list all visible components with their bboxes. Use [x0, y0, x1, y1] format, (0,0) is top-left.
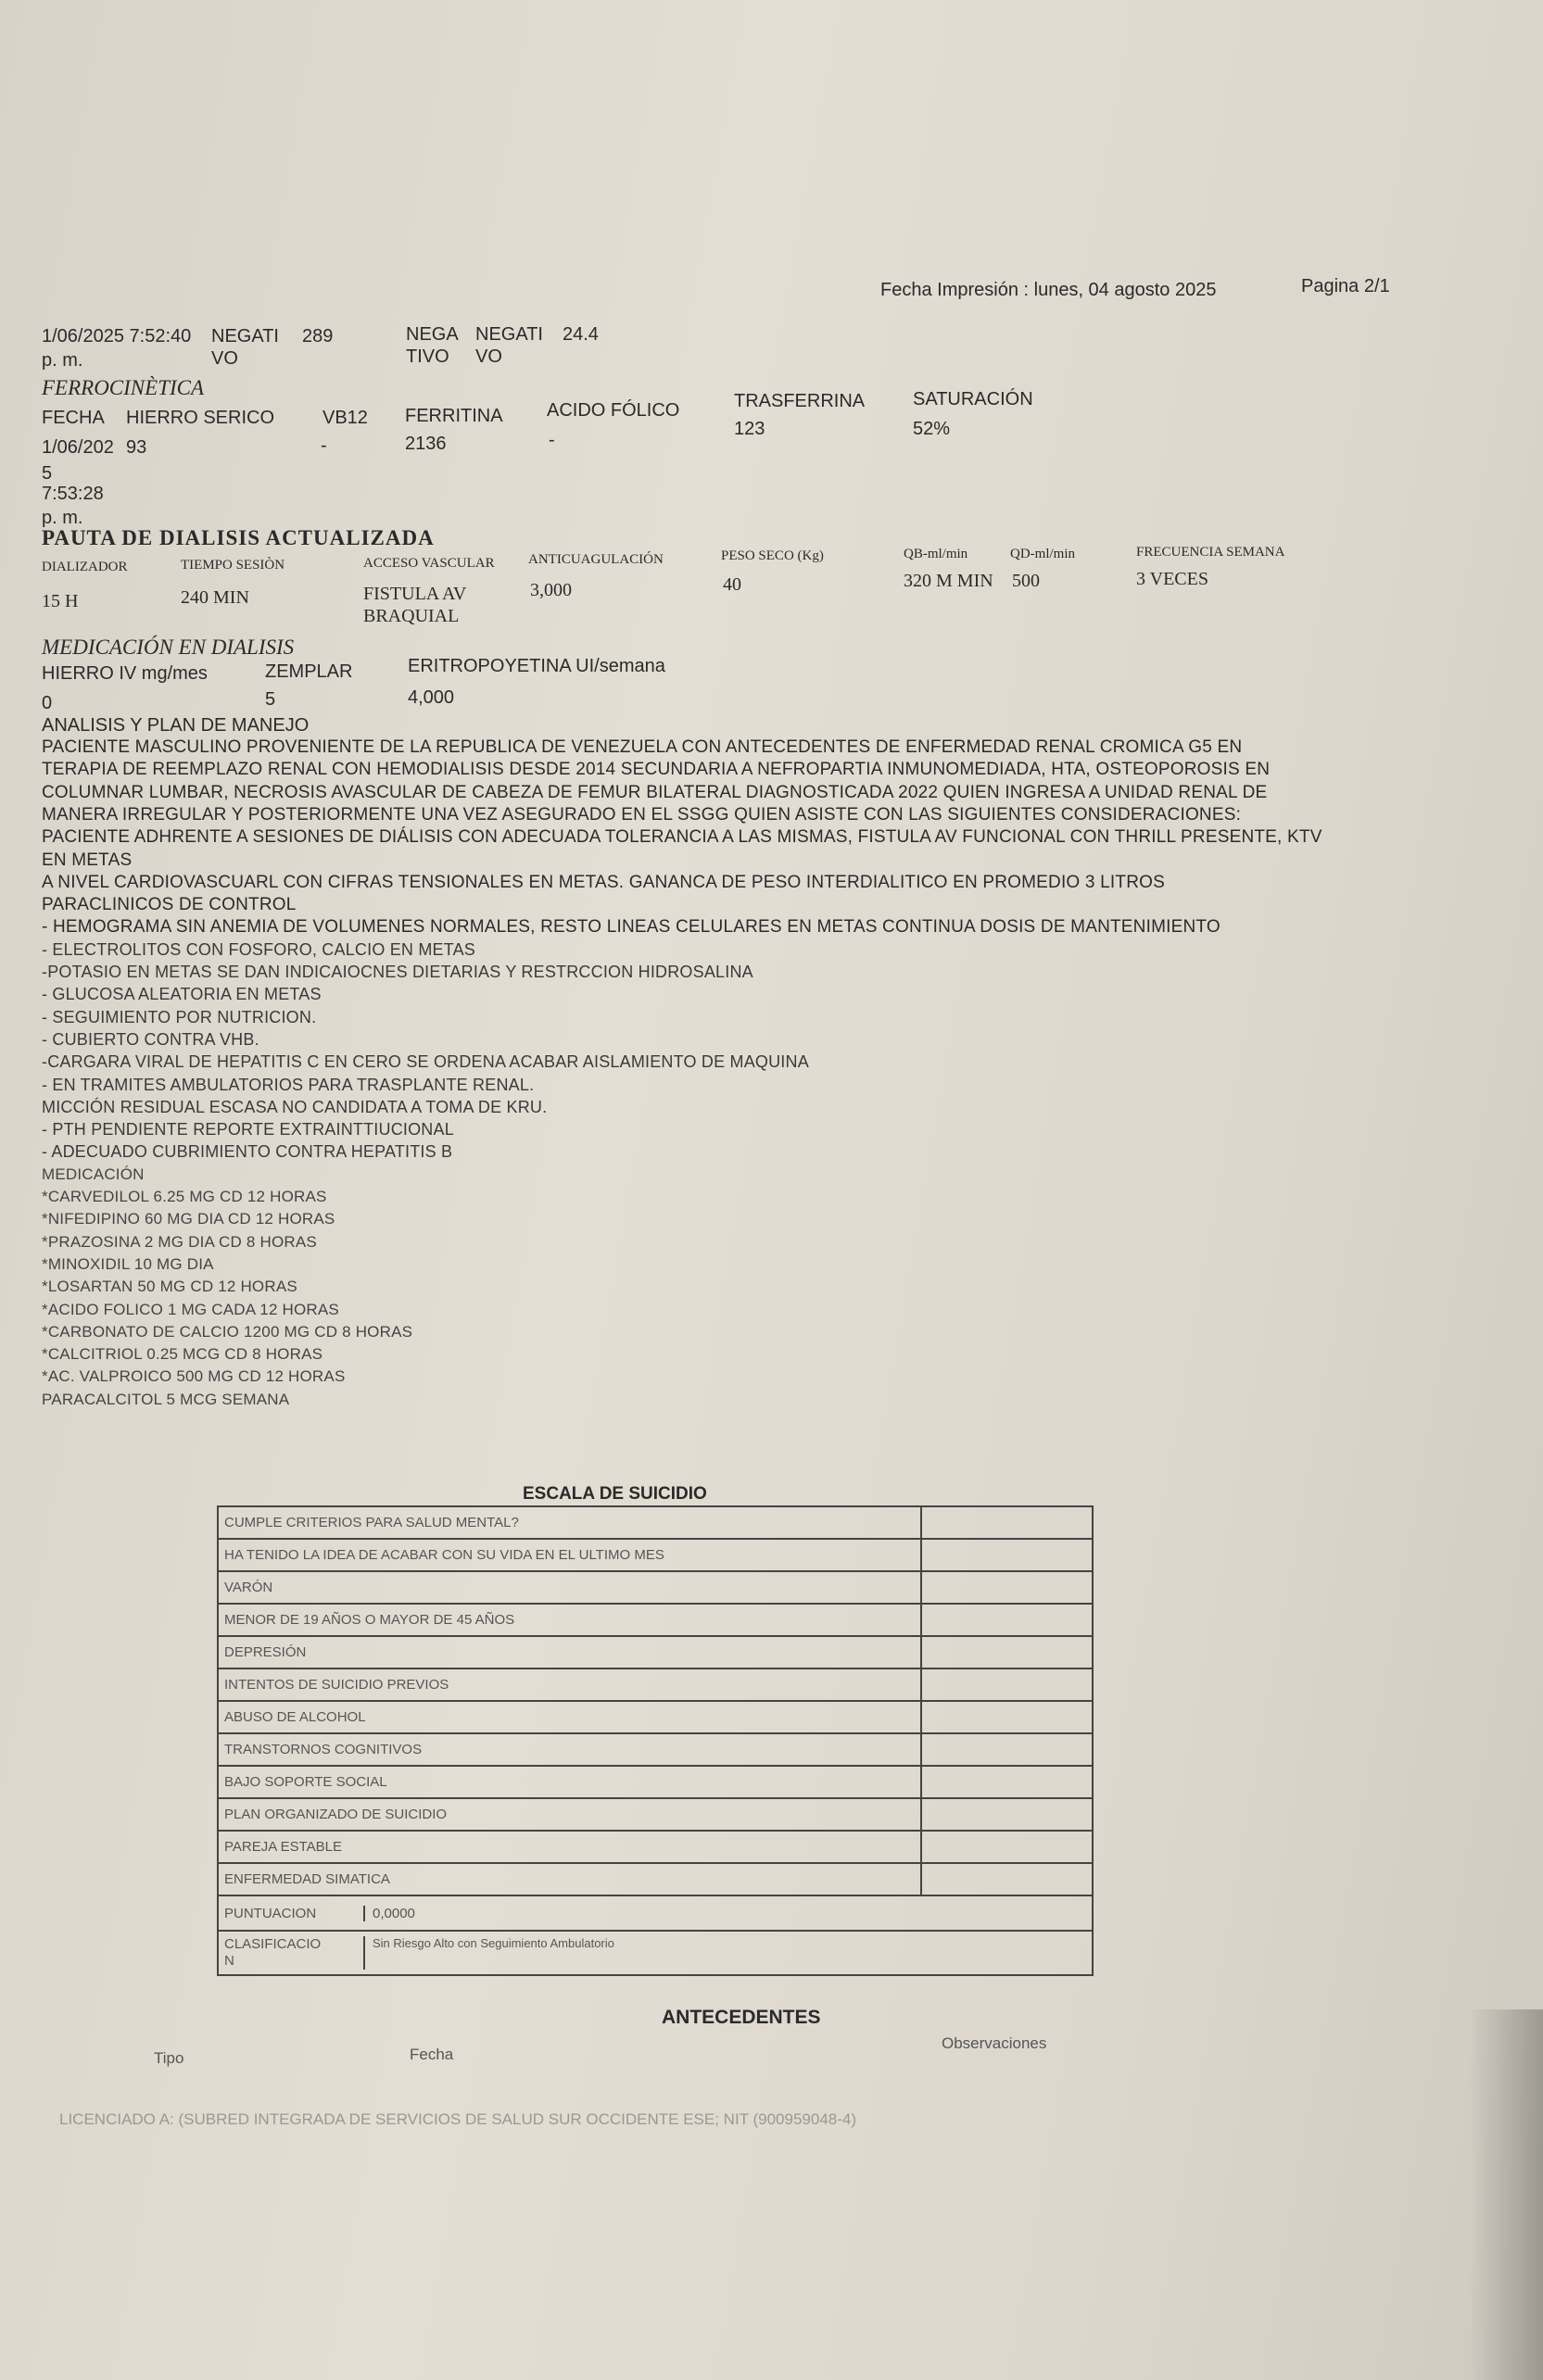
- puntuacion-label: PUNTUACION: [224, 1906, 365, 1921]
- analisis-line: MANERA IRREGULAR Y POSTERIORMENTE UNA VEZ ASEGURADO EN EL SSGG QUIEN ASISTE CON LAS SIGUIENTES CONSIDERACIONES:: [42, 804, 1242, 825]
- pauta-dializador-value: 15 H: [42, 591, 79, 611]
- pauta-header-frecuencia: FRECUENCIA SEMANA: [1136, 545, 1285, 560]
- pauta-header-anticoag: ANTICUAGULACIÓN: [528, 552, 664, 567]
- pauta-tiempo-value: 240 MIN: [181, 587, 249, 608]
- ferro-saturacion-value: 52%: [913, 419, 951, 439]
- antecedentes-observaciones-header: Observaciones: [942, 2034, 1047, 2052]
- puntuacion-value: 0,0000: [373, 1905, 415, 1921]
- scale-answer-cell: [921, 1669, 1093, 1701]
- ferro-header-trasferrina: TRASFERRINA: [734, 391, 866, 411]
- analisis-line: - SEGUIMIENTO POR NUTRICION.: [42, 1007, 317, 1026]
- scale-question: ENFERMEDAD SIMATICA: [218, 1863, 921, 1895]
- scale-row: [218, 1733, 1093, 1766]
- analisis-line: *CALCITRIOL 0.25 MCG CD 8 HORAS: [42, 1345, 323, 1364]
- pauta-header-qd: QD-ml/min: [1010, 547, 1075, 561]
- analisis-line: - HEMOGRAMA SIN ANEMIA DE VOLUMENES NORMALES, RESTO LINEAS CELULARES EN METAS CONTINUA DOSIS DE MANTENIMIENTO: [42, 917, 1220, 938]
- analisis-title: ANALISIS Y PLAN DE MANEJO: [42, 715, 310, 736]
- ferro-acido-value: -: [549, 430, 555, 450]
- scale-row: [218, 1506, 1093, 1539]
- scale-question: MENOR DE 19 AÑOS O MAYOR DE 45 AÑOS: [218, 1604, 921, 1636]
- analisis-line: PACIENTE MASCULINO PROVENIENTE DE LA REPUBLICA DE VENEZUELA CON ANTECEDENTES DE ENFERMEDAD RENAL CROMICA G5 EN: [42, 737, 1243, 757]
- analisis-line: - ADECUADO CUBRIMIENTO CONTRA HEPATITIS B: [42, 1142, 453, 1162]
- scale-row: [218, 1831, 1093, 1863]
- ferro-fecha-line-2: 5: [42, 463, 53, 484]
- scale-question: CUMPLE CRITERIOS PARA SALUD MENTAL?: [218, 1506, 921, 1539]
- scale-row: [218, 1539, 1093, 1571]
- puntuacion-row: [218, 1895, 1093, 1931]
- scale-question: ABUSO DE ALCOHOL: [218, 1701, 921, 1733]
- top-value-a: 289: [302, 326, 334, 346]
- license-footer: LICENCIADO A: (SUBRED INTEGRADA DE SERVICIOS DE SALUD SUR OCCIDENTE ESE; NIT (900959048-4): [59, 2110, 857, 2128]
- analisis-line: *NIFEDIPINO 60 MG DIA CD 12 HORAS: [42, 1210, 335, 1228]
- top-negati-b: NEGATI: [475, 324, 543, 345]
- pauta-header-dializador: DIALIZADOR: [42, 560, 128, 574]
- analisis-line: PARACLINICOS DE CONTROL: [42, 895, 297, 915]
- scale-answer-cell: [921, 1863, 1093, 1895]
- pauta-title: PAUTA DE DIALISIS ACTUALIZADA: [42, 526, 435, 549]
- scale-row: [218, 1798, 1093, 1831]
- scale-question: BAJO SOPORTE SOCIAL: [218, 1766, 921, 1798]
- pauta-acceso-line-1: FISTULA AV: [363, 584, 467, 604]
- pauta-peso-value: 40: [723, 574, 741, 595]
- top-vo-b: VO: [475, 346, 502, 367]
- scale-question: VARÓN: [218, 1571, 921, 1604]
- analisis-line: COLUMNAR LUMBAR, NECROSIS AVASCULAR DE CABEZA DE FEMUR BILATERAL DIAGNOSTICADA 2022 QUIEN INGRESA A UNIDAD RENAL DE: [42, 782, 1268, 802]
- analisis-line: -POTASIO EN METAS SE DAN INDICAIOCNES DIETARIAS Y RESTRCCION HIDROSALINA: [42, 963, 753, 981]
- analisis-line: MICCIÓN RESIDUAL ESCASA NO CANDIDATA A TOMA DE KRU.: [42, 1097, 548, 1116]
- top-pm: p. m.: [42, 350, 83, 371]
- scale-row: [218, 1604, 1093, 1636]
- analisis-line: *CARBONATO DE CALCIO 1200 MG CD 8 HORAS: [42, 1322, 413, 1341]
- antecedentes-fecha-header: Fecha: [410, 2046, 454, 2063]
- scale-answer-cell: [921, 1571, 1093, 1604]
- analisis-line: - ELECTROLITOS CON FOSFORO, CALCIO EN METAS: [42, 939, 475, 959]
- analisis-line: PARACALCITOL 5 MCG SEMANA: [42, 1390, 290, 1408]
- analisis-line: MEDICACIÓN: [42, 1165, 145, 1183]
- analisis-line: PACIENTE ADHRENTE A SESIONES DE DIÁLISIS CON ADECUADA TOLERANCIA A LAS MISMAS, FISTULA AV FUNCIONAL CON THRILL PRESENTE, KTV: [42, 827, 1322, 848]
- top-tivo: TIVO: [406, 346, 449, 367]
- ferro-header-vb12: VB12: [323, 408, 368, 428]
- scale-answer-cell: [921, 1831, 1093, 1863]
- pauta-header-qb: QB-ml/min: [904, 547, 968, 561]
- top-vo-a: VO: [211, 348, 238, 369]
- scale-row: [218, 1636, 1093, 1669]
- ferro-fecha-line-4: p. m.: [42, 508, 83, 528]
- clasificacion-label: CLASIFICACIO: [224, 1936, 322, 1952]
- top-value-b: 24.4: [563, 324, 599, 345]
- top-negati-a: NEGATI: [211, 326, 279, 346]
- med-header-eritropoyetina: ERITROPOYETINA UI/semana: [408, 656, 665, 676]
- print-date: Fecha Impresión : lunes, 04 agosto 2025: [880, 280, 1217, 300]
- analisis-line: -CARGARA VIRAL DE HEPATITIS C EN CERO SE ORDENA ACABAR AISLAMIENTO DE MAQUINA: [42, 1052, 809, 1072]
- ferro-hierro-value: 93: [126, 437, 147, 458]
- clasificacion-row: [218, 1931, 1093, 1975]
- ferro-header-acido: ACIDO FÓLICO: [547, 400, 680, 421]
- scale-answer-cell: [921, 1636, 1093, 1669]
- pauta-header-acceso: ACCESO VASCULAR: [363, 556, 495, 571]
- scale-answer-cell: [921, 1539, 1093, 1571]
- scale-answer-cell: [921, 1701, 1093, 1733]
- scale-row: [218, 1669, 1093, 1701]
- pauta-header-peso: PESO SECO (Kg): [721, 548, 824, 563]
- analisis-line: *MINOXIDIL 10 MG DIA: [42, 1254, 214, 1273]
- analisis-line: - CUBIERTO CONTRA VHB.: [42, 1029, 259, 1049]
- pauta-acceso-line-2: BRAQUIAL: [363, 606, 460, 626]
- scale-answer-cell: [921, 1733, 1093, 1766]
- scale-question: PAREJA ESTABLE: [218, 1831, 921, 1863]
- clasificacion-label-2: N: [224, 1953, 234, 1969]
- pauta-qb-value: 320 M MIN: [904, 571, 993, 591]
- ferro-header-ferritina: FERRITINA: [405, 406, 503, 426]
- antecedentes-title: ANTECEDENTES: [662, 2007, 821, 2028]
- scale-question: TRANSTORNOS COGNITIVOS: [218, 1733, 921, 1766]
- analisis-line: - PTH PENDIENTE REPORTE EXTRAINTTIUCIONAL: [42, 1120, 454, 1140]
- scale-question: PLAN ORGANIZADO DE SUICIDIO: [218, 1798, 921, 1831]
- clasificacion-value: Sin Riesgo Alto con Seguimiento Ambulatorio: [373, 1936, 614, 1950]
- scale-answer-cell: [921, 1506, 1093, 1539]
- ferro-ferritina-value: 2136: [405, 434, 447, 454]
- ferro-fecha-line-1: 1/06/202: [42, 437, 114, 458]
- scale-row: [218, 1766, 1093, 1798]
- analisis-line: - GLUCOSA ALEATORIA EN METAS: [42, 985, 322, 1004]
- ferro-fecha-line-3: 7:53:28: [42, 484, 104, 504]
- page-number: Pagina 2/1: [1301, 276, 1390, 296]
- analisis-line: *CARVEDILOL 6.25 MG CD 12 HORAS: [42, 1188, 327, 1205]
- analisis-line: TERAPIA DE REEMPLAZO RENAL CON HEMODIALISIS DESDE 2014 SECUNDARIA A NEFROPARTIA INMUNOMEDIADA, HTA, OSTEOPOROSIS EN: [42, 760, 1271, 780]
- analisis-line: *ACIDO FOLICO 1 MG CADA 12 HORAS: [42, 1300, 339, 1318]
- pauta-header-tiempo: TIEMPO SESIÒN: [181, 558, 285, 573]
- ferro-header-saturacion: SATURACIÓN: [913, 389, 1033, 409]
- pauta-frecuencia-value: 3 VECES: [1136, 569, 1208, 589]
- top-nega: NEGA: [406, 324, 459, 345]
- medicacion-dialisis-title: MEDICACIÓN EN DIALISIS: [42, 636, 295, 659]
- med-hierro-value: 0: [42, 693, 53, 713]
- scale-question: INTENTOS DE SUICIDIO PREVIOS: [218, 1669, 921, 1701]
- scale-answer-cell: [921, 1766, 1093, 1798]
- ferro-trasferrina-value: 123: [734, 419, 765, 439]
- page-edge-shadow: [1469, 2009, 1543, 2380]
- scale-row: [218, 1701, 1093, 1733]
- top-date: 1/06/2025 7:52:40: [42, 326, 192, 346]
- analisis-line: *LOSARTAN 50 MG CD 12 HORAS: [42, 1278, 297, 1296]
- antecedentes-tipo-header: Tipo: [154, 2049, 184, 2067]
- ferrocinetica-title: FERROCINÈTICA: [42, 376, 205, 399]
- scale-question: HA TENIDO LA IDEA DE ACABAR CON SU VIDA EN EL ULTIMO MES: [218, 1539, 921, 1571]
- analisis-line: *PRAZOSINA 2 MG DIA CD 8 HORAS: [42, 1232, 317, 1251]
- analisis-line: A NIVEL CARDIOVASCUARL CON CIFRAS TENSIONALES EN METAS. GANANCA DE PESO INTERDIALITICO EN PROMEDIO 3 LITROS: [42, 872, 1165, 892]
- scale-row: [218, 1571, 1093, 1604]
- scale-row: [218, 1863, 1093, 1895]
- med-header-zemplar: ZEMPLAR: [265, 661, 353, 682]
- ferro-vb12-value: -: [321, 435, 327, 456]
- med-eritropoyetina-value: 4,000: [408, 687, 455, 708]
- ferro-header-fecha: FECHA: [42, 408, 105, 428]
- med-zemplar-value: 5: [265, 689, 276, 710]
- analisis-line: *AC. VALPROICO 500 MG CD 12 HORAS: [42, 1367, 346, 1386]
- pauta-qd-value: 500: [1012, 571, 1040, 591]
- med-header-hierro: HIERRO IV mg/mes: [42, 663, 208, 684]
- suicide-scale-table: [217, 1505, 1094, 1976]
- pauta-anticoag-value: 3,000: [530, 580, 572, 600]
- analisis-line: - EN TRAMITES AMBULATORIOS PARA TRASPLANTE RENAL.: [42, 1075, 535, 1094]
- scale-answer-cell: [921, 1604, 1093, 1636]
- analisis-line: EN METAS: [42, 850, 133, 870]
- escala-title: ESCALA DE SUICIDIO: [523, 1484, 707, 1504]
- scale-question: DEPRESIÓN: [218, 1636, 921, 1669]
- ferro-header-hierro: HIERRO SERICO: [126, 408, 275, 428]
- scale-answer-cell: [921, 1798, 1093, 1831]
